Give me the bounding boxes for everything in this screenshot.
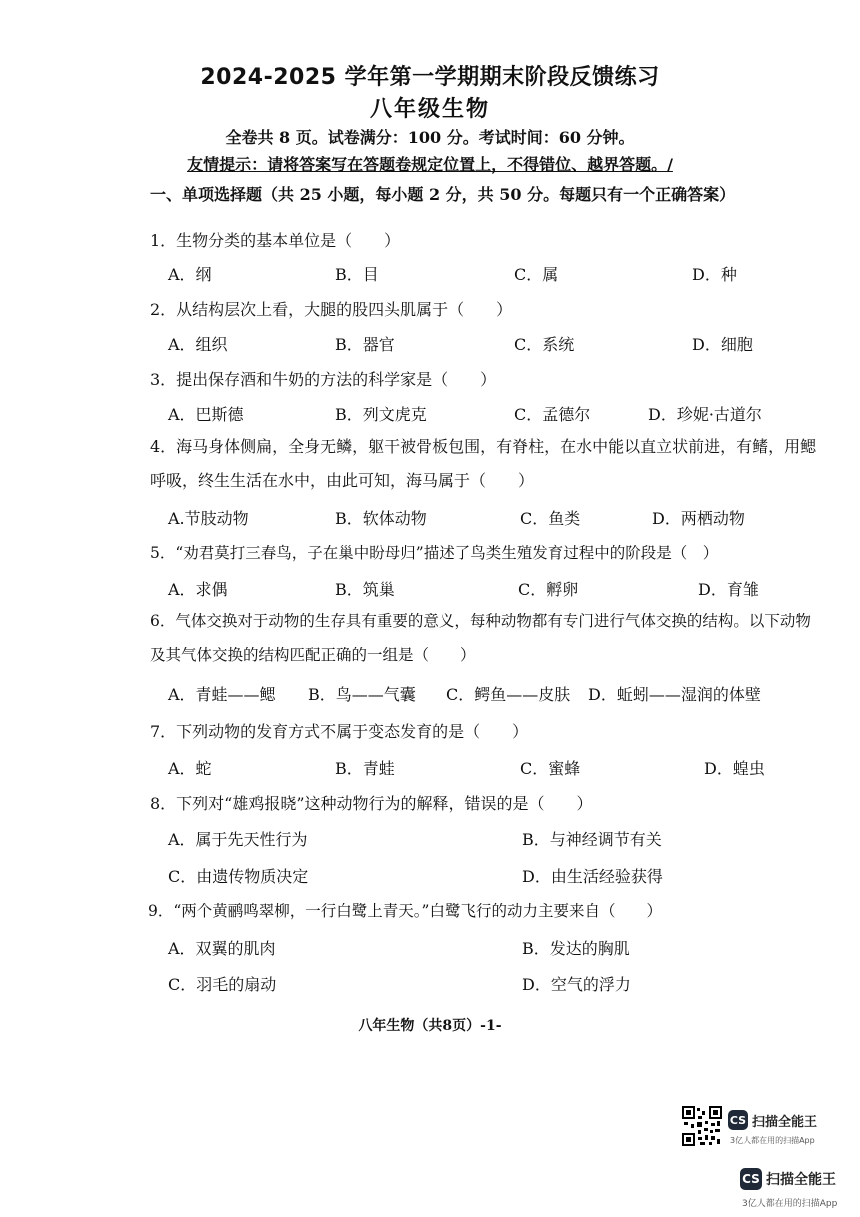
option: C．系统 (514, 335, 575, 354)
option: B．与神经调节有关 (522, 830, 662, 849)
option: A．双翼的肌肉 (168, 939, 276, 958)
option: C．孵卵 (518, 580, 579, 599)
cs-logo-icon: CS (740, 1168, 762, 1190)
option: B．发达的胸肌 (522, 939, 630, 958)
option: D．蚯蚓——湿润的体壁 (588, 685, 761, 704)
option: A．属于先天性行为 (168, 830, 308, 849)
cs-logo-icon: CS (728, 1110, 748, 1130)
option: B．筑巢 (335, 580, 395, 599)
scanner-tagline: 3亿人都在用的扫描App (730, 1136, 815, 1145)
option: A．蛇 (168, 759, 212, 778)
option: C．羽毛的扇动 (168, 975, 277, 994)
question-stem: 5．“劝君莫打三春鸟，子在巢中盼母归”描述了鸟类生殖发育过程中的阶段是（ ） (150, 544, 719, 562)
option: B．青蛙 (335, 759, 395, 778)
option: B．软体动物 (335, 509, 427, 528)
option: D．细胞 (692, 335, 753, 354)
option: C．鳄鱼——皮肤 (446, 685, 571, 704)
option: B．目 (335, 265, 379, 284)
question-options (168, 506, 808, 528)
option: C．属 (514, 265, 559, 284)
scanner-name: 扫描全能王 (766, 1172, 836, 1188)
option: D．育雏 (698, 580, 759, 599)
scanner-brand (728, 1110, 817, 1130)
page-footer: 八年生物（共8页）-1- (358, 1018, 502, 1034)
exam-info: 全卷共 8 页。试卷满分：100 分。考试时间：60 分钟。 (225, 128, 635, 147)
question-options (168, 262, 808, 284)
option: B．鸟——气囊 (308, 685, 416, 704)
option: D．空气的浮力 (522, 975, 631, 994)
scanner-brand (740, 1168, 836, 1190)
option: D．种 (692, 265, 737, 284)
option: A.节肢动物 (168, 509, 249, 528)
exam-tip: 友情提示：请将答案写在答题卷规定位置上，不得错位、越界答题。/ (187, 155, 673, 174)
option: B．列文虎克 (335, 405, 427, 424)
option: A．纲 (168, 265, 212, 284)
question-options (168, 936, 808, 958)
question-stem: 4．海马身体侧扁，全身无鳞，躯干被骨板包围，有脊柱，在水中能以直立状前进，有鳍，用鳃呼吸，终生生活在水中，由此可知，海马属于（ ） (150, 437, 817, 490)
option: C．蜜蜂 (520, 759, 581, 778)
option: A．巴斯德 (168, 405, 244, 424)
question-options (168, 402, 808, 424)
scanner-tagline: 3亿人都在用的扫描App (742, 1199, 838, 1209)
option: A．组织 (168, 335, 228, 354)
option: C．鱼类 (520, 509, 581, 528)
option: A．求偶 (168, 580, 228, 599)
option: D．由生活经验获得 (522, 867, 663, 886)
question-options (168, 756, 808, 778)
option: C．由遗传物质决定 (168, 867, 309, 886)
question-options (168, 682, 808, 704)
option: D．两栖动物 (652, 509, 745, 528)
question-options (168, 332, 808, 354)
option: A．青蛙——鳃 (168, 685, 276, 704)
question-stem: 8．下列对“雄鸡报晓”这种动物行为的解释，错误的是（ ） (150, 794, 593, 813)
scanner-name: 扫描全能王 (752, 1114, 818, 1130)
option: B．器官 (335, 335, 395, 354)
question-stem: 1．生物分类的基本单位是（ ） (150, 231, 401, 250)
question-stem: 2．从结构层次上看，大腿的股四头肌属于（ ） (150, 300, 513, 319)
question-options (168, 972, 808, 994)
question-stem: 6．气体交换对于动物的生存具有重要的意义，每种动物都有专门进行气体交换的结构。以下动物及其气体交换的结构匹配正确的一组是（ ） (150, 612, 811, 664)
exam-subject: 八年级生物 (369, 97, 490, 122)
question-stem: 9．“两个黄鹂鸣翠柳，一行白鹭上青天。”白鹭飞行的动力主要来自（ ） (148, 902, 662, 920)
option: D．蝗虫 (704, 759, 765, 778)
option: D．珍妮·古道尔 (648, 405, 762, 424)
question-options (168, 577, 808, 599)
question-stem: 7．下列动物的发育方式不属于变态发育的是（ ） (150, 722, 529, 741)
option: C．孟德尔 (514, 405, 591, 424)
exam-title: 2024-2025 学年第一学期期末阶段反馈练习 (200, 65, 660, 90)
section-heading: 一、单项选择题（共 25 小题，每小题 2 分，共 50 分。每题只有一个正确答案） (150, 185, 736, 204)
qr-code-icon (682, 1106, 722, 1146)
question-options (168, 827, 808, 849)
question-stem: 3．提出保存酒和牛奶的方法的科学家是（ ） (150, 370, 497, 389)
question-options (168, 864, 808, 886)
